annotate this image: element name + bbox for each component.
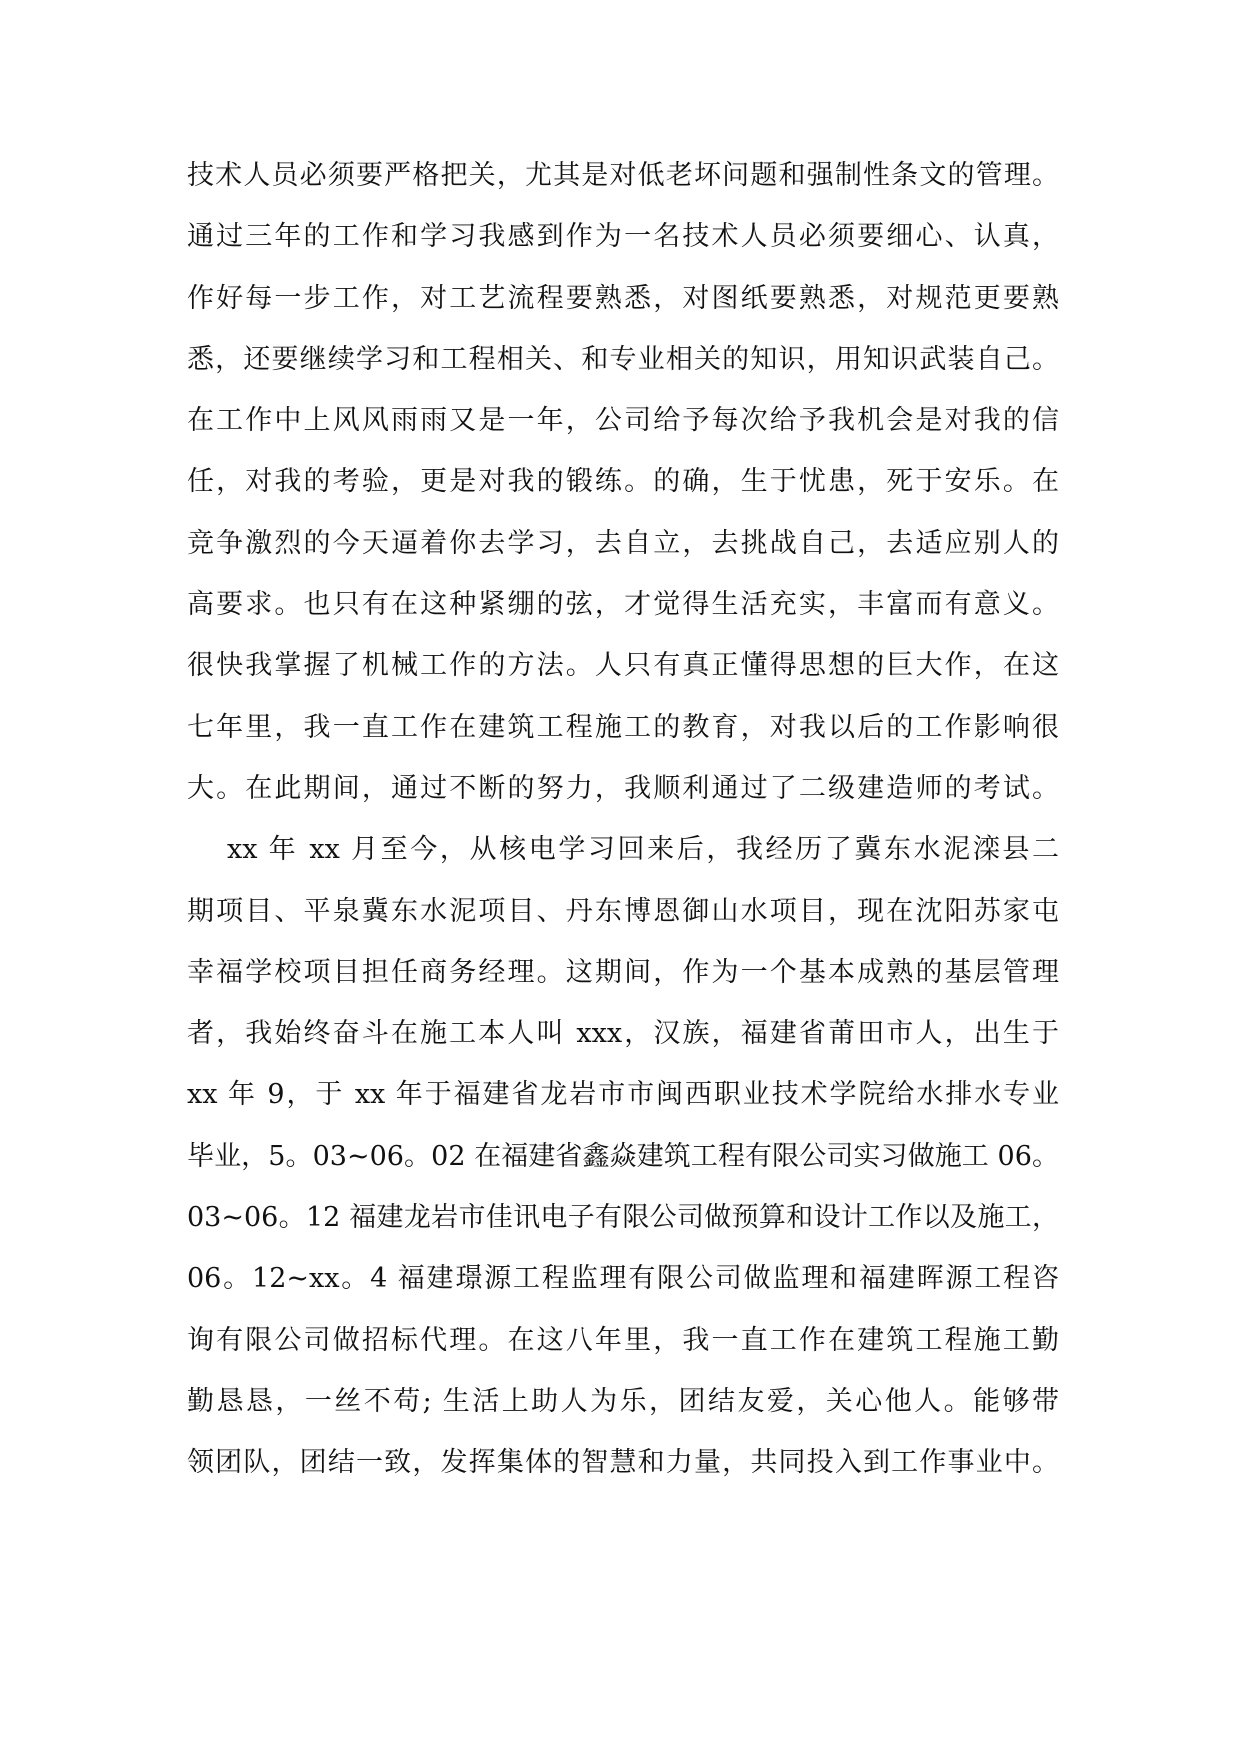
text-line: 悉，还要继续学习和工程相关、和专业相关的知识，用知识武装自己。 bbox=[187, 343, 1059, 375]
text-line: 七年里，我一直工作在建筑工程施工的教育，对我以后的工作影响很 bbox=[187, 711, 1059, 743]
text-line: 询有限公司做招标代理。在这八年里，我一直工作在建筑工程施工勤 bbox=[187, 1324, 1059, 1356]
text-line: 竞争激烈的今天逼着你去学习，去自立，去挑战自己，去适应别人的 bbox=[187, 527, 1059, 559]
text-line: 在工作中上风风雨雨又是一年，公司给予每次给予我机会是对我的信 bbox=[187, 405, 1059, 437]
text-line: 通过三年的工作和学习我感到作为一名技术人员必须要细心、认真， bbox=[187, 221, 1059, 253]
text-line: 者，我始终奋斗在施工本人叫 xxx，汉族，福建省莆田市人，出生于 bbox=[187, 1018, 1059, 1050]
body-text bbox=[187, 145, 1059, 1494]
text-line: 勤恳恳，一丝不苟; 生活上助人为乐，团结友爱，关心他人。能够带 bbox=[187, 1385, 1059, 1417]
text-line: 幸福学校项目担任商务经理。这期间，作为一个基本成熟的基层管理 bbox=[187, 956, 1059, 988]
text-line: xx 年 9，于 xx 年于福建省龙岩市市闽西职业技术学院给水排水专业 bbox=[187, 1079, 1059, 1111]
text-line: 06。12~xx。4 福建璟源工程监理有限公司做监理和福建晖源工程咨 bbox=[187, 1263, 1059, 1295]
text-line: 很快我掌握了机械工作的方法。人只有真正懂得思想的巨大作，在这 bbox=[187, 650, 1059, 682]
text-line: 作好每一步工作，对工艺流程要熟悉，对图纸要熟悉，对规范更要熟 bbox=[187, 282, 1059, 314]
text-line: 毕业，5。03~06。02 在福建省鑫焱建筑工程有限公司实习做施工 06。 bbox=[187, 1140, 1059, 1172]
text-line: 期项目、平泉冀东水泥项目、丹东博恩御山水项目，现在沈阳苏家屯 bbox=[187, 895, 1059, 927]
paragraph-first-line: xx 年 xx 月至今，从核电学习回来后，我经历了冀东水泥滦县二 bbox=[227, 834, 1059, 866]
text-line: 领团队，团结一致，发挥集体的智慧和力量，共同投入到工作事业中。 bbox=[187, 1447, 1059, 1479]
text-line: 高要求。也只有在这种紧绷的弦，才觉得生活充实，丰富而有意义。 bbox=[187, 589, 1059, 621]
text-line: 03~06。12 福建龙岩市佳讯电子有限公司做预算和设计工作以及施工， bbox=[187, 1202, 1059, 1234]
text-line: 技术人员必须要严格把关，尤其是对低老坏问题和强制性条文的管理。 bbox=[187, 160, 1059, 191]
text-line: 大。在此期间，通过不断的努力，我顺利通过了二级建造师的考试。 bbox=[187, 772, 1059, 804]
text-line: 任，对我的考验，更是对我的锻练。的确，生于忧患，死于安乐。在 bbox=[187, 466, 1059, 498]
